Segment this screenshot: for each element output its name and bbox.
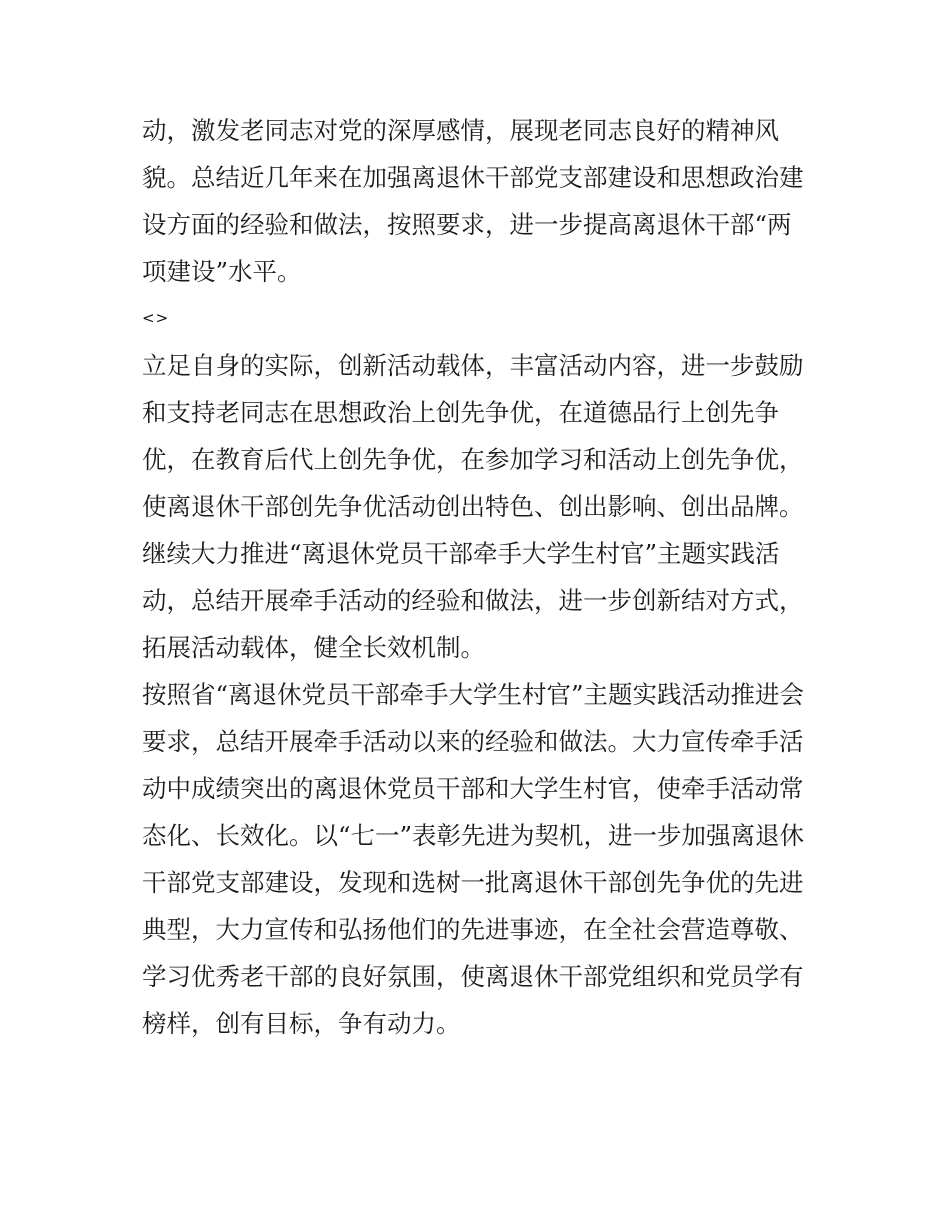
text-line: 貌。总结近几年来在加强离退休干部党支部建设和思想政治建 (142, 163, 804, 192)
text-line: 和支持老同志在思想政治上创先争优，在道德品行上创先争 (142, 398, 779, 427)
paragraph-3 (142, 530, 822, 671)
text-line: 干部党支部建设，发现和选树一批离退休干部创先争优的先进 (142, 868, 804, 897)
text-line: 要求，总结开展牵手活动以来的经验和做法。大力宣传牵手活 (142, 727, 804, 756)
text-line: 项建设”水平。 (142, 257, 302, 286)
document-body (142, 107, 822, 1047)
text-line: 优，在教育后代上创先争优，在参加学习和活动上创先争优， (142, 445, 804, 474)
paragraph-1 (142, 107, 822, 295)
text-line: 立足自身的实际，创新活动载体，丰富活动内容，进一步鼓励 (142, 351, 804, 380)
text-line: 榜样，创有目标，争有动力。 (142, 1009, 461, 1038)
text-line: 学习优秀老干部的良好氛围，使离退休干部党组织和党员学有 (142, 962, 804, 991)
text-line: 拓展活动载体，健全长效机制。 (142, 633, 485, 662)
paragraph-4 (142, 671, 822, 1047)
text-line: 继续大力推进“离退休党员干部牵手大学生村官”主题实践活 (142, 539, 780, 568)
text-line: 态化、长效化。以“七一”表彰先进为契机，进一步加强离退休 (142, 821, 805, 850)
text-line: 设方面的经验和做法，按照要求，进一步提高离退休干部“两 (142, 210, 792, 239)
text-line: 按照省“离退休党员干部牵手大学生村官”主题实践活动推进会 (142, 680, 805, 709)
text-line: 动，激发老同志对党的深厚感情，展现老同志良好的精神风 (142, 116, 779, 145)
paragraph-2 (142, 342, 822, 530)
text-line: 典型，大力宣传和弘扬他们的先进事迹，在全社会营造尊敬、 (142, 915, 804, 944)
text-line: 使离退休干部创先争优活动创出特色、创出影响、创出品牌。 (142, 492, 804, 521)
section-marker: <> (142, 309, 170, 327)
text-line: 动中成绩突出的离退休党员干部和大学生村官，使牵手活动常 (142, 774, 804, 803)
text-line: 动，总结开展牵手活动的经验和做法，进一步创新结对方式， (142, 586, 804, 615)
